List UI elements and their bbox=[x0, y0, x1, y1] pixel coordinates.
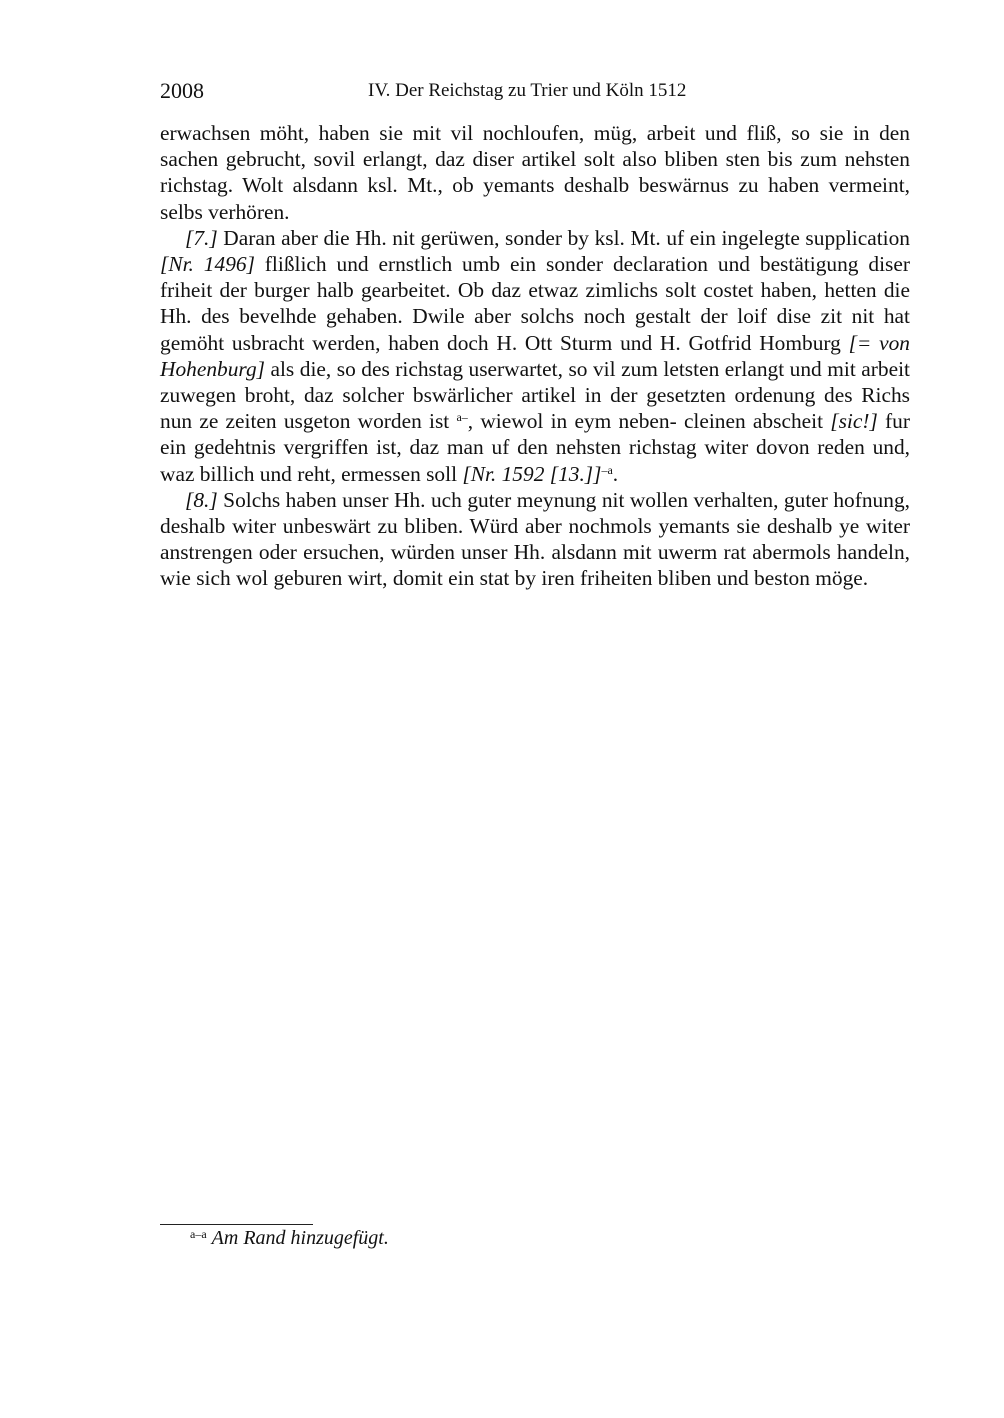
paragraph-number: [7.] bbox=[185, 225, 218, 250]
footnote-text: Am Rand hinzugefügt. bbox=[211, 1227, 389, 1249]
running-title: IV. Der Reichstag zu Trier und Köln 1512 bbox=[368, 80, 687, 101]
footnote-divider bbox=[160, 1224, 313, 1225]
page-number: 2008 bbox=[160, 78, 204, 103]
paragraph-text: . bbox=[612, 461, 619, 486]
editorial-note: [sic!] bbox=[830, 409, 878, 434]
footnote-mark: a–a bbox=[190, 1227, 207, 1241]
paragraph-text: Daran aber die Hh. nit gerüwen, sonder by ksl. Mt. uf ein ingelegte supplication bbox=[217, 225, 910, 250]
paragraph-continuation: erwachsen möht, haben sie mit vil nochloufen, müg, arbeit und fliß, so sie in den sachen gebrucht, sovil erlangt, daz diser artikel solt also bliben sten bis zum nehsten richstag. Wolt alsdann ksl. Mt., ob yemants deshalb beswärnus zu haben vermeint, selbs verhören. bbox=[160, 121, 910, 224]
footnote-marker-close: –a bbox=[601, 462, 613, 477]
footnote bbox=[190, 1227, 389, 1250]
main-text bbox=[160, 120, 910, 592]
cross-reference: [Nr. 1592 [13.]] bbox=[462, 461, 602, 486]
paragraph-text: , wiewol in eym neben- cleinen abscheit bbox=[467, 409, 831, 434]
cross-reference: [Nr. 1496] bbox=[160, 252, 255, 277]
paragraph-number: [8.] bbox=[185, 487, 218, 512]
footnote-marker-open: a– bbox=[456, 410, 468, 425]
paragraph-text: als die, so des richstag userwartet, so vil zum letsten erlangt und mit arbeit zuwegen broht, daz solcher bswärlicher artikel in der gesetzten ordenung des Richs nun ze zeiten usgeton worden ist bbox=[160, 356, 910, 434]
editorial-note: [= von Hohenburg] bbox=[160, 330, 910, 381]
paragraph-text: fur ein gedehtnis vergriffen ist, daz man uf den nehsten richstag witer dovon reden und, waz billich und reht, ermessen soll bbox=[160, 409, 910, 486]
page-header bbox=[160, 78, 910, 108]
paragraph-text: Solchs haben unser Hh. uch guter meynung nit wollen verhalten, guter hofnung, deshalb witer unbeswärt zu bliben. Würd aber nochmols yemants sie deshalb ye witer anstrengen oder ersuchen, würden unser Hh. alsdann mit uwerm rat abermols handeln, wie sich wol geburen wirt, domit ein stat by iren friheiten bliben und beston möge. bbox=[160, 487, 910, 591]
paragraph-text: flißlich und ernstlich umb ein sonder declaration und bestätigung diser friheit der burger halb gearbeitet. Ob daz etwaz zimlichs solt costet haben, hetten die Hh. des bevelhde gehaben. Dwile aber solchs noch gestalt der loif dise zit nit hat gemöht usbracht werden, haben doch H. Ott Sturm und H. Gotfrid Homburg bbox=[160, 252, 910, 355]
paragraph-7 bbox=[160, 225, 910, 487]
paragraph-8 bbox=[160, 487, 910, 592]
